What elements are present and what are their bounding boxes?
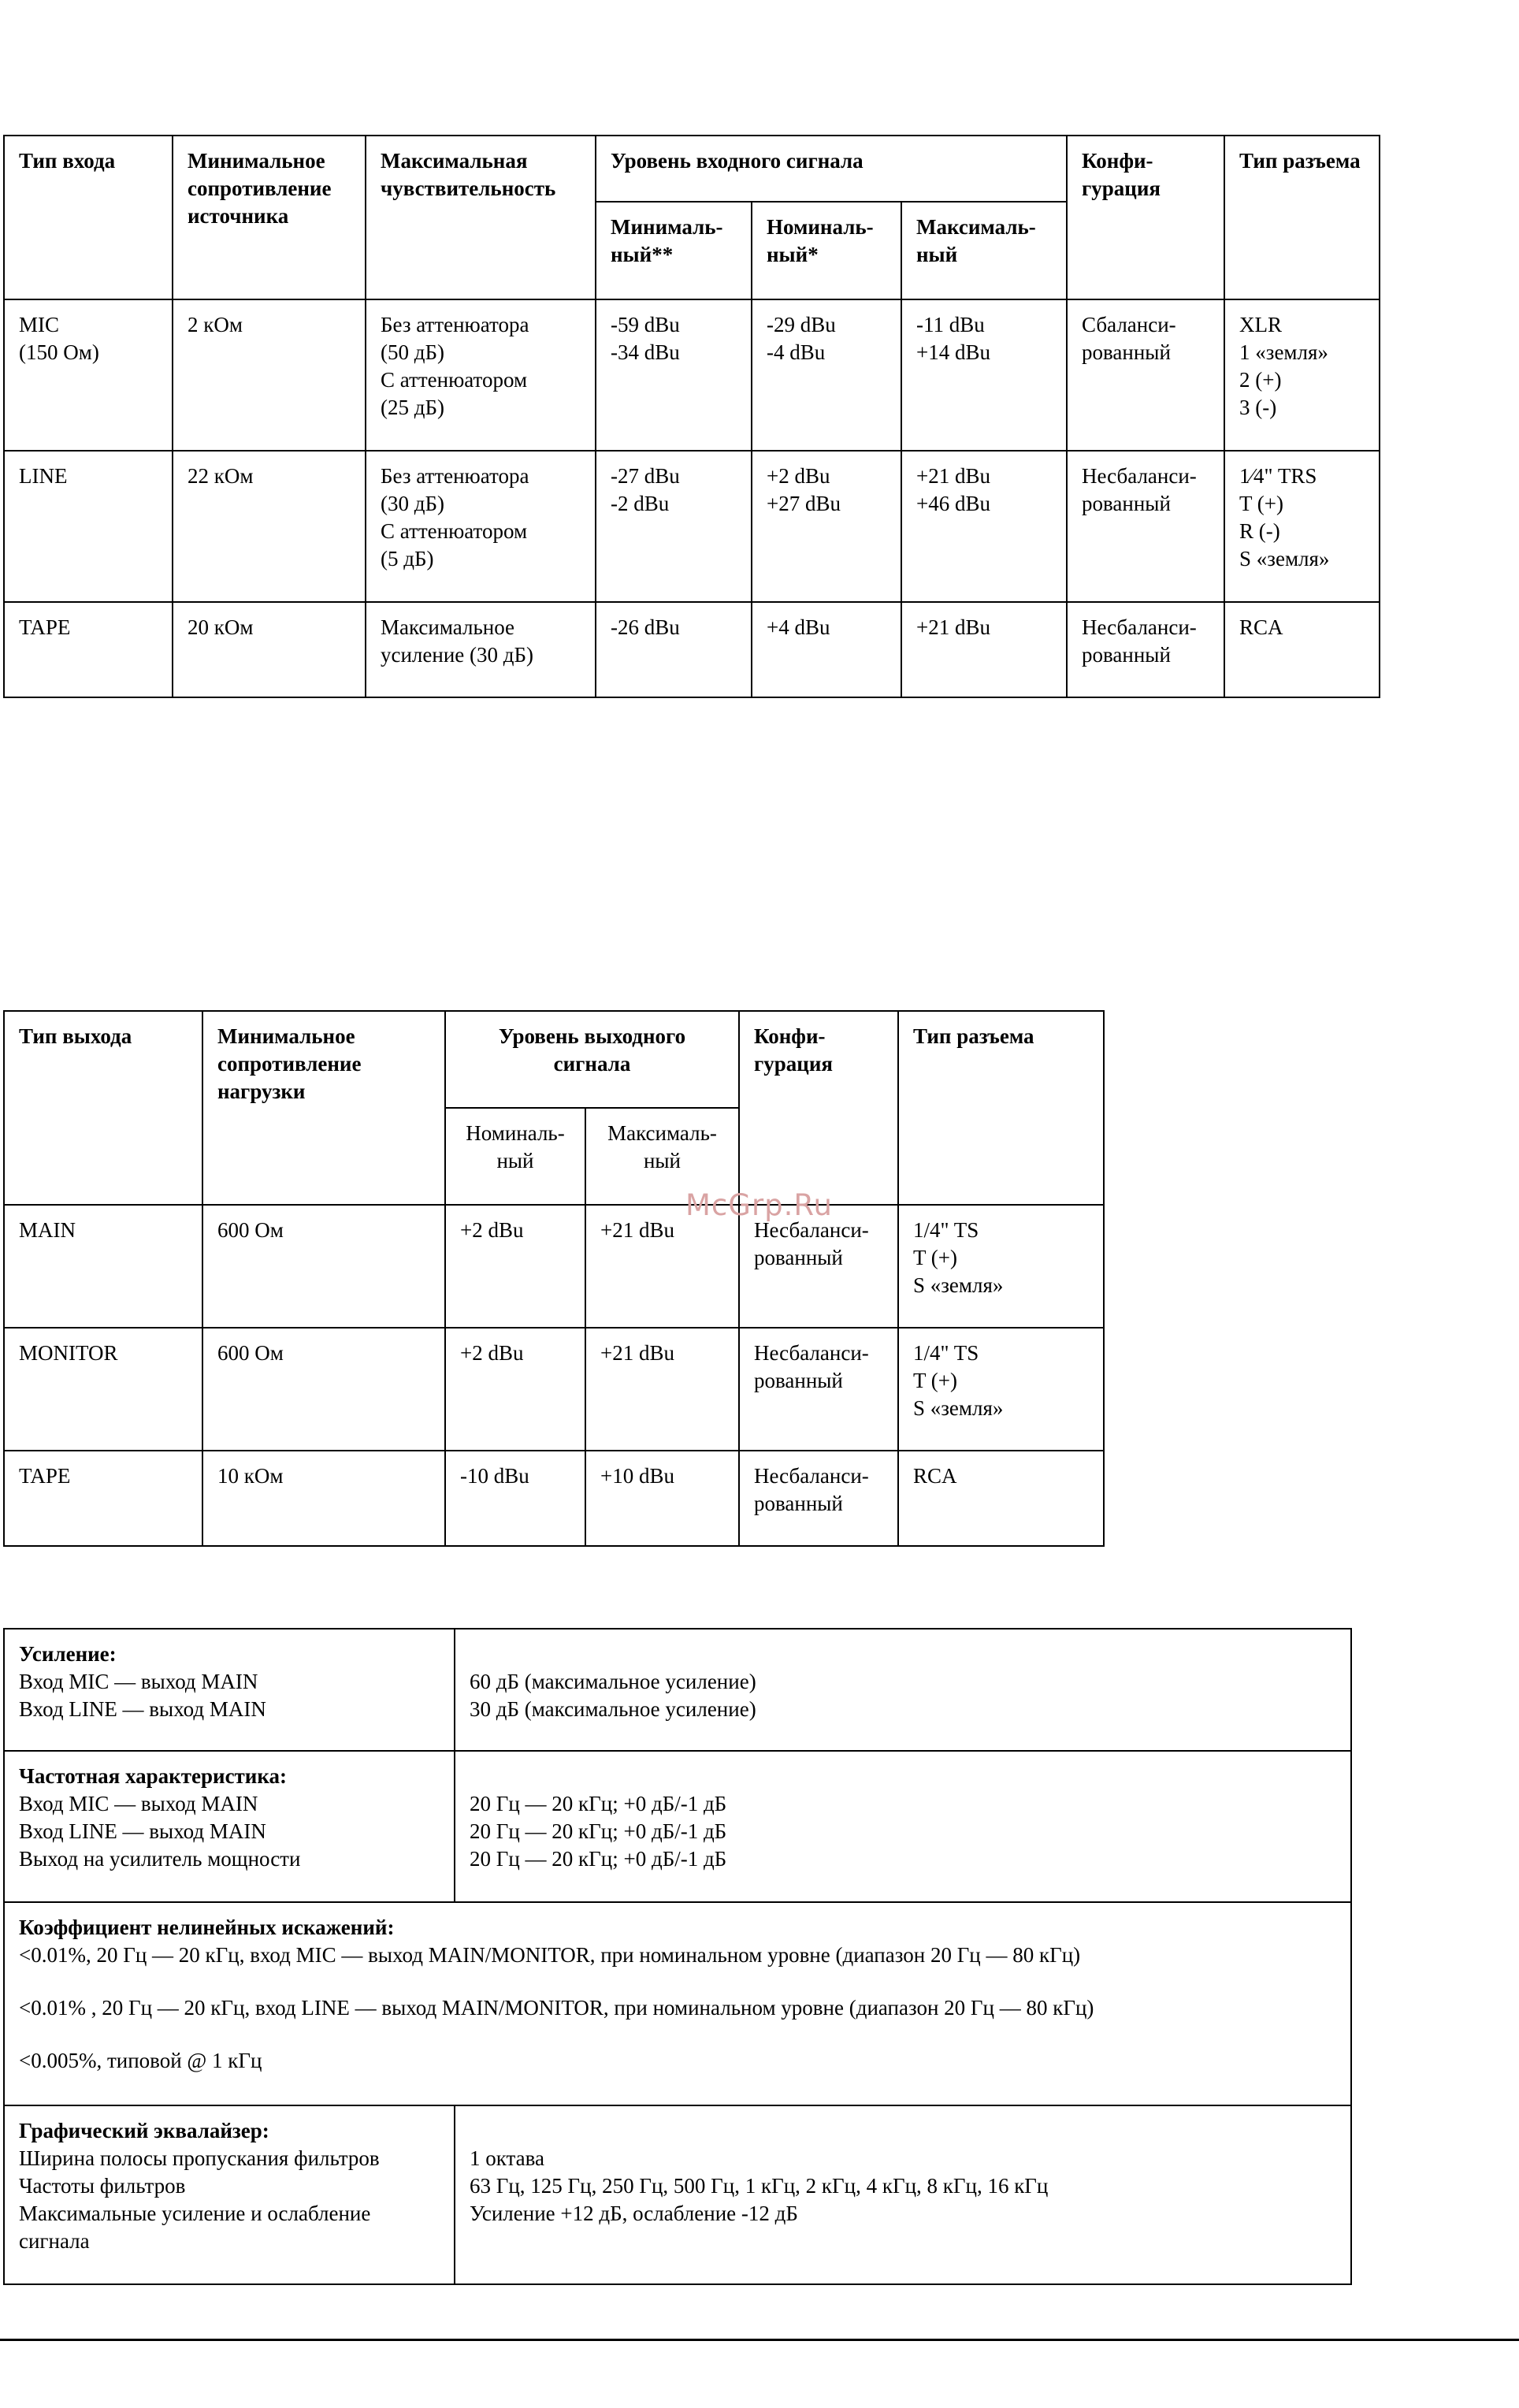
cell-level-max: +21 dBu [585, 1328, 739, 1451]
cell-config: Сбаланси- рованный [1067, 299, 1224, 451]
cell-config: Несбаланси- рованный [1067, 602, 1224, 697]
spec-values-eq: 1 октава 63 Гц, 125 Гц, 250 Гц, 500 Гц, 1 кГц, 2 кГц, 4 кГц, 8 кГц, 16 кГц Усиление +12 дБ, ослабление -12 дБ [455, 2105, 1351, 2284]
spec-labels-eq: Ширина полосы пропускания фильтров Частоты фильтров Максимальные усиление и ослабление сигнала [19, 2146, 380, 2253]
table-row [4, 1328, 1104, 1451]
cell-connector: RCA [898, 1451, 1104, 1546]
table-row [4, 1451, 1104, 1546]
cell-type: MONITOR [4, 1328, 202, 1451]
cell-level-min: -59 dBu -34 dBu [596, 299, 752, 451]
table-row [4, 451, 1380, 602]
header-input-type: Тип входа [4, 136, 173, 299]
header-level-nom: Номиналь- ный [445, 1108, 585, 1205]
cell-impedance: 2 кОм [173, 299, 366, 451]
header-output-type: Тип выхода [4, 1011, 202, 1205]
spec-section-eq [4, 2105, 1351, 2284]
input-spec-table [3, 135, 1380, 698]
header-input-level: Уровень входного сигнала [596, 136, 1067, 202]
cell-config: Несбаланси- рованный [739, 1451, 898, 1546]
cell-level-nom: -10 dBu [445, 1451, 585, 1546]
cell-load: 600 Ом [202, 1328, 445, 1451]
header-level-nom: Номиналь- ный* [752, 202, 901, 299]
header-level-max: Максималь- ный [901, 202, 1067, 299]
cell-level-max: +21 dBu [901, 602, 1067, 697]
cell-level-min: -26 dBu [596, 602, 752, 697]
header-level-min: Минималь- ный** [596, 202, 752, 299]
spec-labels-freq: Вход MIC — выход MAIN Вход LINE — выход MAIN Выход на усилитель мощности [19, 1792, 301, 1871]
cell-type: TAPE [4, 602, 173, 697]
cell-level-nom: +4 dBu [752, 602, 901, 697]
spec-section-thd [4, 1902, 1351, 2105]
cell-sensitivity: Без аттенюатора (50 дБ) С аттенюатором (25 дБ) [366, 299, 596, 451]
cell-connector: 1/4" TS T (+) S «земля» [898, 1205, 1104, 1328]
header-config: Конфи- гурация [1067, 136, 1224, 299]
spec-thd-line: <0.01%, 20 Гц — 20 кГц, вход MIC — выход MAIN/MONITOR, при номинальном уровне (диапазон 20 Гц — 80 кГц) [19, 1943, 1081, 1967]
spec-values-freq: 20 Гц — 20 кГц; +0 дБ/-1 дБ 20 Гц — 20 кГц; +0 дБ/-1 дБ 20 Гц — 20 кГц; +0 дБ/-1 дБ [455, 1751, 1351, 1902]
cell-sensitivity: Максимальное усиление (30 дБ) [366, 602, 596, 697]
table-row [4, 299, 1380, 451]
spec-section-gain [4, 1629, 1351, 1751]
cell-config: Несбаланси- рованный [739, 1205, 898, 1328]
output-spec-table [3, 1010, 1105, 1547]
spec-title-gain: Усиление: [19, 1642, 117, 1666]
cell-level-nom: +2 dBu +27 dBu [752, 451, 901, 602]
cell-level-nom: +2 dBu [445, 1328, 585, 1451]
spec-label-cell [4, 1629, 455, 1751]
spec-label-cell [4, 2105, 455, 2284]
cell-level-max: +21 dBu [585, 1205, 739, 1328]
cell-type: TAPE [4, 1451, 202, 1546]
spec-title-freq: Частотная характеристика: [19, 1764, 288, 1788]
cell-connector: RCA [1224, 602, 1380, 697]
header-max-sensitivity: Максимальная чувствительность [366, 136, 596, 299]
spec-title-thd: Коэффициент нелинейных искажений: [19, 1916, 395, 1939]
cell-connector: 1/4" TS T (+) S «земля» [898, 1328, 1104, 1451]
cell-config: Несбаланси- рованный [1067, 451, 1224, 602]
cell-connector: XLR 1 «земля» 2 (+) 3 (-) [1224, 299, 1380, 451]
general-spec-table [3, 1628, 1352, 2285]
cell-type: LINE [4, 451, 173, 602]
header-connector: Тип разъема [1224, 136, 1380, 299]
spec-thd-cell [4, 1902, 1351, 2105]
input-table-header [4, 136, 1380, 202]
cell-load: 600 Ом [202, 1205, 445, 1328]
spec-section-freq [4, 1751, 1351, 1902]
spec-thd-line: <0.005%, типовой @ 1 кГц [19, 2049, 262, 2072]
cell-connector: 1⁄4" TRS T (+) R (-) S «земля» [1224, 451, 1380, 602]
cell-level-nom: -29 dBu -4 dBu [752, 299, 901, 451]
spec-thd-line: <0.01% , 20 Гц — 20 кГц, вход LINE — выход MAIN/MONITOR, при номинальном уровне (диапазон 20 Гц — 80 кГц) [19, 1996, 1094, 2020]
cell-sensitivity: Без аттенюатора (30 дБ) С аттенюатором (5 дБ) [366, 451, 596, 602]
table-row [4, 602, 1380, 697]
bottom-rule [0, 2339, 1519, 2341]
table-row [4, 1205, 1104, 1328]
cell-type: MIC (150 Ом) [4, 299, 173, 451]
spec-label-cell [4, 1751, 455, 1902]
output-table-header [4, 1011, 1104, 1108]
cell-config: Несбаланси- рованный [739, 1328, 898, 1451]
watermark: McGrp.Ru [685, 1188, 833, 1222]
header-level-max: Максималь- ный [585, 1108, 739, 1205]
header-min-impedance: Минимальное сопротивление источника [173, 136, 366, 299]
cell-type: MAIN [4, 1205, 202, 1328]
cell-level-nom: +2 dBu [445, 1205, 585, 1328]
spec-values-gain: 60 дБ (максимальное усиление) 30 дБ (максимальное усиление) [455, 1629, 1351, 1751]
header-connector: Тип разъема [898, 1011, 1104, 1205]
cell-load: 10 кОм [202, 1451, 445, 1546]
spec-title-eq: Графический эквалайзер: [19, 2119, 269, 2142]
spec-labels-gain: Вход MIC — выход MAIN Вход LINE — выход MAIN [19, 1670, 266, 1721]
cell-impedance: 20 кОм [173, 602, 366, 697]
cell-level-max: -11 dBu +14 dBu [901, 299, 1067, 451]
cell-level-max: +10 dBu [585, 1451, 739, 1546]
header-min-load: Минимальное сопротивление нагрузки [202, 1011, 445, 1205]
cell-impedance: 22 кОм [173, 451, 366, 602]
header-output-level: Уровень выходного сигнала [445, 1011, 739, 1108]
cell-level-min: -27 dBu -2 dBu [596, 451, 752, 602]
header-config: Конфи- гурация [739, 1011, 898, 1205]
cell-level-max: +21 dBu +46 dBu [901, 451, 1067, 602]
